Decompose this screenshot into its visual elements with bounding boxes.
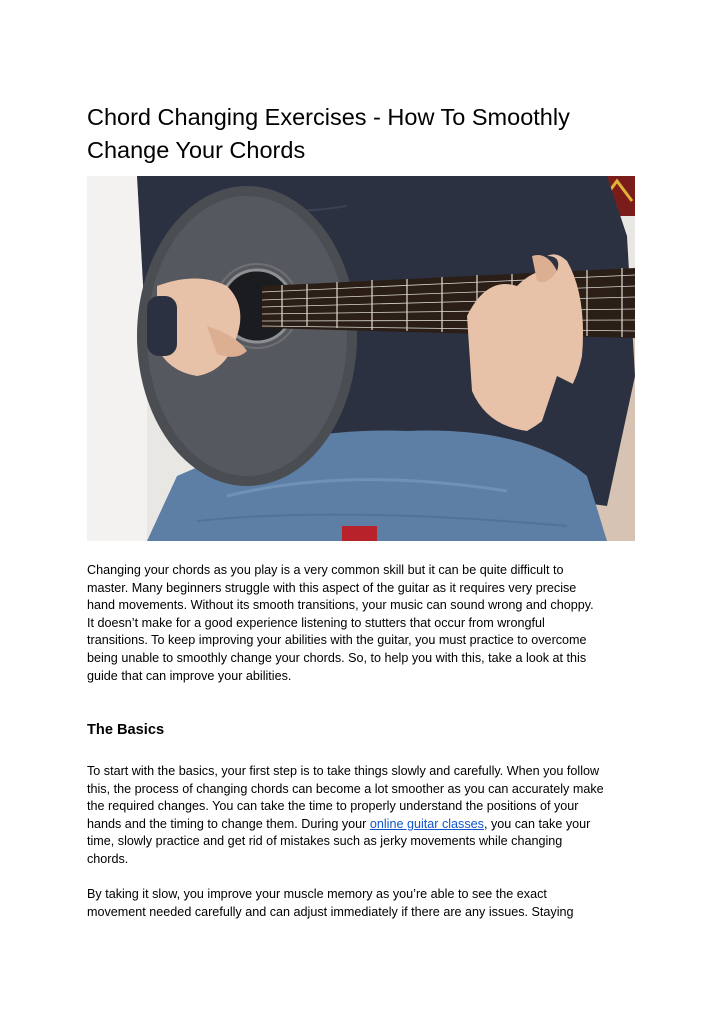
text-line: being unable to smoothly change your chords. So, to help you with this, take a look at this (87, 650, 587, 665)
text-line: chords. (87, 851, 129, 866)
article-title-line: Change Your Chords (87, 136, 306, 163)
text-line: guide that can improve your abilities. (87, 668, 292, 683)
hero-image (87, 176, 635, 541)
text-line: Changing your chords as you play is a very common skill but it can be quite difficult to (87, 563, 564, 577)
article-title (87, 101, 635, 166)
online-guitar-classes-link[interactable]: online guitar classes (369, 816, 484, 831)
text-line: , you can take your (483, 816, 591, 831)
article-title-line: Chord Changing Exercises - How To Smoothly (87, 104, 570, 130)
text-line: hands and the timing to change them. During your (87, 816, 370, 831)
text-line: time, slowly practice and get rid of mistakes such as jerky movements while changing (87, 834, 563, 849)
text-line: this, the process of changing chords can become a lot smoother as you can accurately make (87, 781, 604, 796)
section-heading-basics: The Basics (87, 722, 165, 738)
text-line: hand movements. Without its smooth transitions, your music can sound wrong and choppy. (87, 598, 594, 613)
text-line: movement needed carefully and can adjust immediately if there are any issues. Staying (87, 904, 574, 919)
text-line: master. Many beginners struggle with this aspect of the guitar as it requires very precise (87, 580, 577, 595)
text-line: It doesn’t make for a good experience listening to stutters that occur from wrongful (87, 615, 545, 630)
intro-paragraph (87, 562, 635, 685)
text-line: the required changes. You can take the time to properly understand the positions of your (87, 799, 579, 814)
text-line: transitions. To keep improving your abilities with the guitar, you must practice to overcome (87, 633, 587, 648)
text-line: By taking it slow, you improve your muscle memory as you’re able to see the exact (87, 887, 547, 901)
guitar-player-photo-icon (87, 176, 635, 541)
basics-paragraph-2 (87, 886, 635, 921)
basics-paragraph-1 (87, 763, 635, 869)
text-line: To start with the basics, your first step is to take things slowly and carefully. When you follow (87, 764, 600, 778)
